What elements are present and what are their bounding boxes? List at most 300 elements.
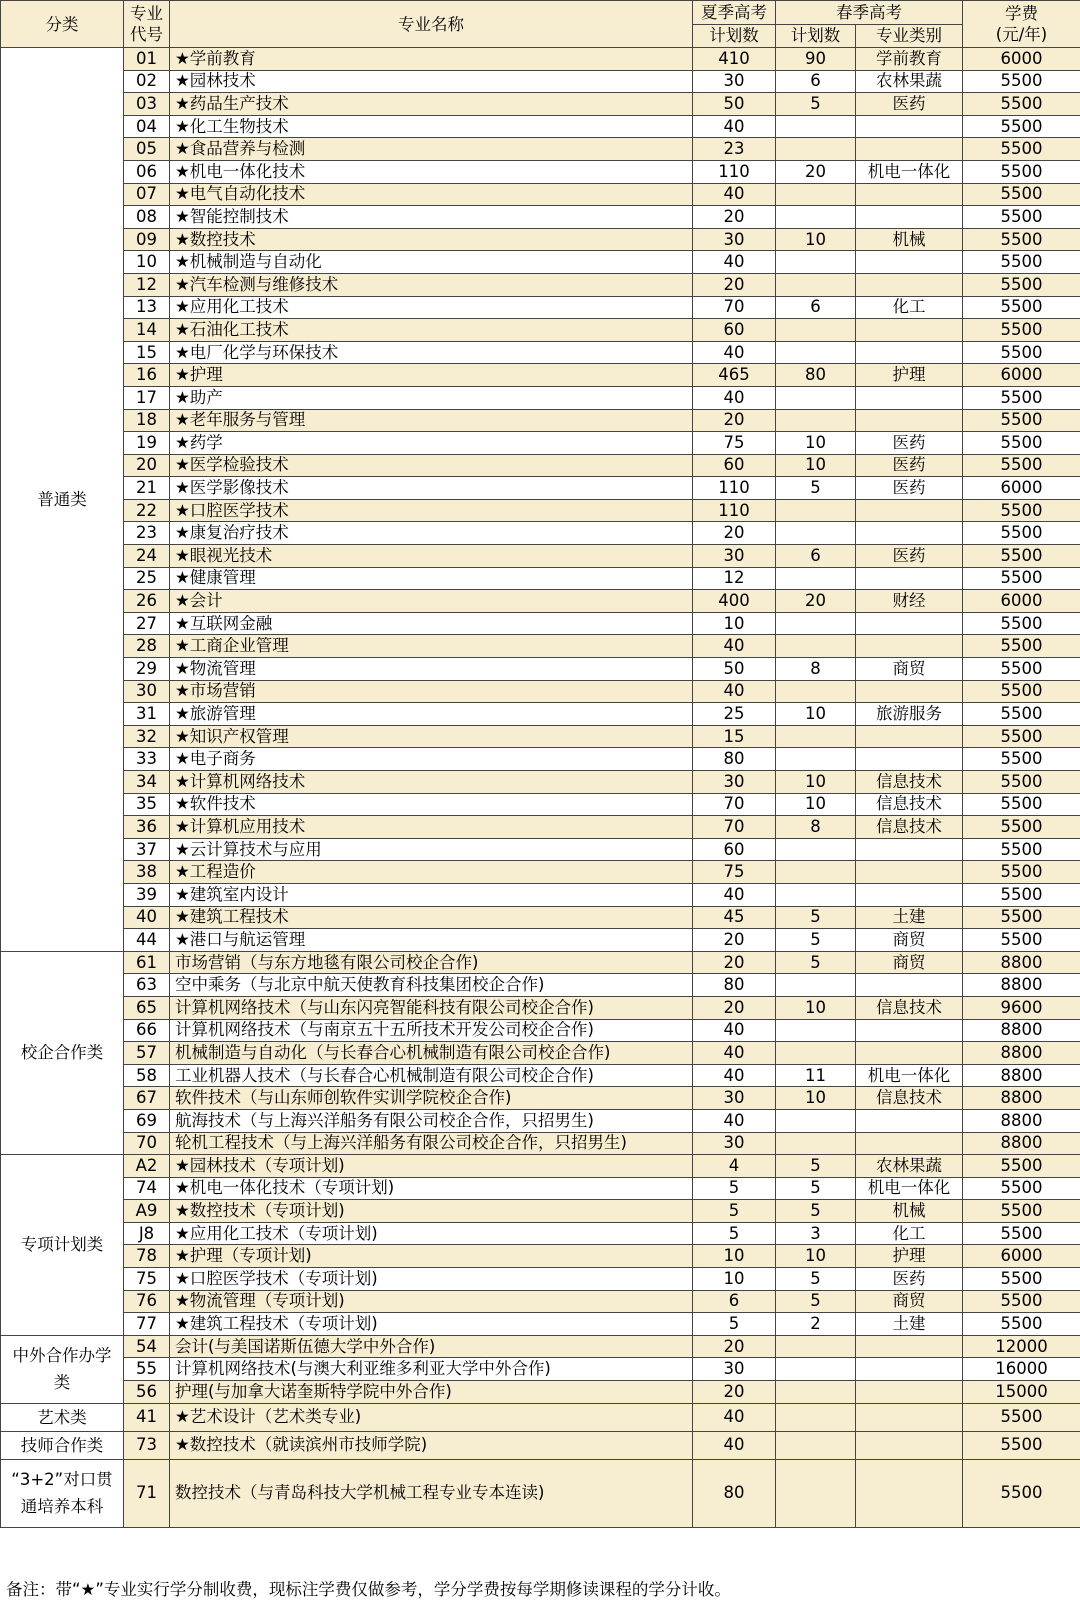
code-cell: 66 xyxy=(124,1019,170,1042)
major-name-cell: ★旅游管理 xyxy=(170,703,693,726)
table-row xyxy=(1,477,1080,500)
code-cell: 09 xyxy=(124,228,170,251)
spring-plan-cell xyxy=(776,748,856,771)
summer-plan-cell: 23 xyxy=(693,138,776,161)
summer-plan-cell: 20 xyxy=(693,1335,776,1358)
table-row xyxy=(1,612,1080,635)
code-cell: 20 xyxy=(124,454,170,477)
spring-type-cell xyxy=(856,838,963,861)
spring-plan-cell: 10 xyxy=(776,1245,856,1268)
table-row xyxy=(1,341,1080,364)
table-row xyxy=(1,228,1080,251)
summer-plan-cell: 40 xyxy=(693,183,776,206)
summer-plan-cell: 6 xyxy=(693,1290,776,1313)
table-row xyxy=(1,1358,1080,1381)
major-name-cell: ★计算机应用技术 xyxy=(170,816,693,839)
spring-type-cell: 商贸 xyxy=(856,929,963,952)
spring-type-cell xyxy=(856,206,963,229)
major-name-cell: ★护理（专项计划) xyxy=(170,1245,693,1268)
spring-plan-cell: 8 xyxy=(776,658,856,681)
code-cell: 08 xyxy=(124,206,170,229)
category-cell: 技师合作类 xyxy=(1,1431,124,1459)
code-cell: 74 xyxy=(124,1177,170,1200)
spring-plan-cell xyxy=(776,974,856,997)
summer-plan-cell: 60 xyxy=(693,838,776,861)
major-name-cell: 机械制造与自动化（与长春合心机械制造有限公司校企合作) xyxy=(170,1042,693,1065)
major-name-cell: 轮机工程技术（与上海兴洋船务有限公司校企合作，只招男生) xyxy=(170,1132,693,1155)
table-row xyxy=(1,703,1080,726)
summer-plan-cell: 80 xyxy=(693,974,776,997)
summer-plan-cell: 40 xyxy=(693,1064,776,1087)
code-cell: 57 xyxy=(124,1042,170,1065)
major-name-cell: ★药品生产技术 xyxy=(170,93,693,116)
fee-cell: 12000 xyxy=(963,1335,1080,1358)
table-row xyxy=(1,296,1080,319)
spring-plan-cell xyxy=(776,206,856,229)
table-row xyxy=(1,567,1080,590)
major-name-cell: ★建筑室内设计 xyxy=(170,883,693,906)
spring-plan-cell xyxy=(776,861,856,884)
spring-type-cell: 商贸 xyxy=(856,951,963,974)
code-cell: 77 xyxy=(124,1313,170,1336)
code-cell: 69 xyxy=(124,1109,170,1132)
table-row xyxy=(1,1335,1080,1358)
spring-plan-cell: 90 xyxy=(776,48,856,71)
fee-cell: 5500 xyxy=(963,206,1080,229)
spring-type-cell xyxy=(856,1431,963,1459)
code-cell: 25 xyxy=(124,567,170,590)
summer-plan-cell: 10 xyxy=(693,1245,776,1268)
code-cell: 18 xyxy=(124,409,170,432)
spring-type-cell xyxy=(856,680,963,703)
spring-type-cell xyxy=(856,499,963,522)
major-name-cell: 航海技术（与上海兴洋船务有限公司校企合作，只招男生) xyxy=(170,1109,693,1132)
summer-plan-cell: 15 xyxy=(693,725,776,748)
fee-cell: 8800 xyxy=(963,1064,1080,1087)
table-row xyxy=(1,883,1080,906)
table-row xyxy=(1,951,1080,974)
spring-type-cell xyxy=(856,883,963,906)
summer-plan-cell: 70 xyxy=(693,296,776,319)
spring-plan-cell: 10 xyxy=(776,454,856,477)
table-row xyxy=(1,1431,1080,1459)
major-name-cell: 数控技术（与青岛科技大学机械工程专业专本连读) xyxy=(170,1459,693,1527)
spring-type-cell xyxy=(856,1403,963,1431)
code-cell: 06 xyxy=(124,160,170,183)
major-name-cell: ★汽车检测与维修技术 xyxy=(170,273,693,296)
table-row xyxy=(1,590,1080,613)
code-cell: 23 xyxy=(124,522,170,545)
spring-type-cell xyxy=(856,386,963,409)
major-name-cell: ★应用化工技术（专项计划) xyxy=(170,1222,693,1245)
spring-type-cell: 信息技术 xyxy=(856,996,963,1019)
summer-plan-cell: 60 xyxy=(693,454,776,477)
spring-type-cell xyxy=(856,635,963,658)
spring-type-cell: 农林果蔬 xyxy=(856,70,963,93)
major-name-cell: ★护理 xyxy=(170,364,693,387)
major-name-cell: ★艺术设计（艺术类专业) xyxy=(170,1403,693,1431)
code-cell: 34 xyxy=(124,771,170,794)
table-row xyxy=(1,386,1080,409)
summer-plan-cell: 40 xyxy=(693,115,776,138)
table-row xyxy=(1,138,1080,161)
major-name-cell: ★会计 xyxy=(170,590,693,613)
major-name-cell: ★口腔医学技术 xyxy=(170,499,693,522)
table-row xyxy=(1,906,1080,929)
major-name-cell: ★建筑工程技术（专项计划) xyxy=(170,1313,693,1336)
table-row xyxy=(1,522,1080,545)
major-name-cell: ★药学 xyxy=(170,432,693,455)
code-cell: 15 xyxy=(124,341,170,364)
major-name-cell: ★健康管理 xyxy=(170,567,693,590)
summer-plan-cell: 40 xyxy=(693,1019,776,1042)
spring-type-cell: 护理 xyxy=(856,364,963,387)
spring-plan-cell xyxy=(776,115,856,138)
major-name-cell: 工业机器人技术（与长春合心机械制造有限公司校企合作) xyxy=(170,1064,693,1087)
spring-plan-cell xyxy=(776,635,856,658)
summer-plan-cell: 20 xyxy=(693,409,776,432)
spring-type-cell xyxy=(856,183,963,206)
spring-type-cell: 化工 xyxy=(856,296,963,319)
summer-plan-cell: 465 xyxy=(693,364,776,387)
code-cell: 73 xyxy=(124,1431,170,1459)
summer-plan-cell: 50 xyxy=(693,658,776,681)
major-name-cell: ★市场营销 xyxy=(170,680,693,703)
fee-cell: 5500 xyxy=(963,1431,1080,1459)
summer-plan-cell: 30 xyxy=(693,1358,776,1381)
category-cell: 校企合作类 xyxy=(1,951,124,1154)
spring-type-cell xyxy=(856,273,963,296)
spring-plan-cell xyxy=(776,1042,856,1065)
summer-plan-cell: 30 xyxy=(693,771,776,794)
summer-plan-cell: 110 xyxy=(693,499,776,522)
code-cell: A2 xyxy=(124,1155,170,1178)
code-cell: 56 xyxy=(124,1381,170,1404)
table-row xyxy=(1,748,1080,771)
major-name-cell: ★知识产权管理 xyxy=(170,725,693,748)
fee-cell: 5500 xyxy=(963,703,1080,726)
spring-plan-cell: 5 xyxy=(776,1155,856,1178)
major-name-cell: 空中乘务（与北京中航天使教育科技集团校企合作) xyxy=(170,974,693,997)
spring-plan-cell: 5 xyxy=(776,951,856,974)
major-name-cell: ★学前教育 xyxy=(170,48,693,71)
fee-cell: 5500 xyxy=(963,296,1080,319)
summer-plan-cell: 20 xyxy=(693,1381,776,1404)
table-row xyxy=(1,48,1080,71)
major-name-cell: 市场营销（与东方地毯有限公司校企合作) xyxy=(170,951,693,974)
fee-cell: 5500 xyxy=(963,341,1080,364)
code-cell: J8 xyxy=(124,1222,170,1245)
code-cell: 36 xyxy=(124,816,170,839)
major-name-cell: ★石油化工技术 xyxy=(170,319,693,342)
spring-type-cell xyxy=(856,1381,963,1404)
table-row xyxy=(1,974,1080,997)
major-name-cell: ★数控技术 xyxy=(170,228,693,251)
spring-type-cell xyxy=(856,1019,963,1042)
code-cell: A9 xyxy=(124,1200,170,1223)
spring-plan-cell xyxy=(776,273,856,296)
code-cell: 01 xyxy=(124,48,170,71)
fee-cell: 6000 xyxy=(963,1245,1080,1268)
fee-cell: 5500 xyxy=(963,251,1080,274)
fee-cell: 8800 xyxy=(963,1019,1080,1042)
summer-plan-cell: 20 xyxy=(693,273,776,296)
footnote: 备注：带“★”专业实行学分制收费，现标注学费仅做参考，学分学费按每学期修读课程的学分计收。 xyxy=(6,1580,731,1599)
spring-plan-cell: 6 xyxy=(776,545,856,568)
fee-cell: 5500 xyxy=(963,1313,1080,1336)
summer-plan-cell: 410 xyxy=(693,48,776,71)
major-name-cell: ★康复治疗技术 xyxy=(170,522,693,545)
summer-plan-cell: 40 xyxy=(693,1431,776,1459)
summer-plan-cell: 50 xyxy=(693,93,776,116)
fee-cell: 6000 xyxy=(963,590,1080,613)
spring-plan-cell: 10 xyxy=(776,996,856,1019)
summer-plan-cell: 20 xyxy=(693,929,776,952)
spring-plan-cell xyxy=(776,680,856,703)
table-row xyxy=(1,251,1080,274)
code-cell: 33 xyxy=(124,748,170,771)
summer-plan-cell: 400 xyxy=(693,590,776,613)
fee-cell: 5500 xyxy=(963,1155,1080,1178)
fee-cell: 5500 xyxy=(963,1268,1080,1291)
spring-plan-cell xyxy=(776,725,856,748)
table-row xyxy=(1,1109,1080,1132)
spring-plan-cell xyxy=(776,183,856,206)
fee-cell: 5500 xyxy=(963,883,1080,906)
spring-type-cell xyxy=(856,1109,963,1132)
fee-cell: 5500 xyxy=(963,454,1080,477)
spring-plan-cell xyxy=(776,319,856,342)
code-cell: 17 xyxy=(124,386,170,409)
spring-plan-cell: 10 xyxy=(776,432,856,455)
code-cell: 27 xyxy=(124,612,170,635)
table-row xyxy=(1,160,1080,183)
code-cell: 29 xyxy=(124,658,170,681)
code-cell: 02 xyxy=(124,70,170,93)
spring-plan-cell xyxy=(776,1403,856,1431)
summer-plan-cell: 40 xyxy=(693,1403,776,1431)
major-name-cell: ★物流管理（专项计划) xyxy=(170,1290,693,1313)
spring-type-cell: 土建 xyxy=(856,906,963,929)
header-code: 专业 代号 xyxy=(124,1,170,48)
code-cell: 19 xyxy=(124,432,170,455)
summer-plan-cell: 30 xyxy=(693,1087,776,1110)
major-name-cell: ★云计算技术与应用 xyxy=(170,838,693,861)
spring-plan-cell xyxy=(776,1335,856,1358)
major-name-cell: ★数控技术（就读滨州市技师学院) xyxy=(170,1431,693,1459)
fee-cell: 5500 xyxy=(963,861,1080,884)
fee-cell: 9600 xyxy=(963,996,1080,1019)
table-row xyxy=(1,1381,1080,1404)
spring-type-cell xyxy=(856,612,963,635)
fee-cell: 5500 xyxy=(963,929,1080,952)
summer-plan-cell: 40 xyxy=(693,680,776,703)
spring-plan-cell: 5 xyxy=(776,1200,856,1223)
code-cell: 22 xyxy=(124,499,170,522)
table-row xyxy=(1,1222,1080,1245)
table-row xyxy=(1,793,1080,816)
fee-cell: 16000 xyxy=(963,1358,1080,1381)
spring-plan-cell xyxy=(776,1019,856,1042)
fee-cell: 5500 xyxy=(963,771,1080,794)
summer-plan-cell: 70 xyxy=(693,816,776,839)
table-row xyxy=(1,93,1080,116)
spring-plan-cell xyxy=(776,522,856,545)
table-row xyxy=(1,1019,1080,1042)
spring-type-cell xyxy=(856,1358,963,1381)
fee-cell: 8800 xyxy=(963,1087,1080,1110)
table-row xyxy=(1,771,1080,794)
summer-plan-cell: 10 xyxy=(693,1268,776,1291)
spring-plan-cell xyxy=(776,1358,856,1381)
summer-plan-cell: 80 xyxy=(693,1459,776,1527)
summer-plan-cell: 75 xyxy=(693,432,776,455)
spring-type-cell xyxy=(856,1132,963,1155)
spring-type-cell: 机电一体化 xyxy=(856,1177,963,1200)
spring-type-cell: 学前教育 xyxy=(856,48,963,71)
fee-cell: 6000 xyxy=(963,364,1080,387)
summer-plan-cell: 45 xyxy=(693,906,776,929)
fee-cell: 5500 xyxy=(963,838,1080,861)
fee-cell: 5500 xyxy=(963,432,1080,455)
spring-type-cell: 医药 xyxy=(856,477,963,500)
fee-cell: 5500 xyxy=(963,93,1080,116)
spring-type-cell xyxy=(856,725,963,748)
fee-cell: 5500 xyxy=(963,1290,1080,1313)
spring-plan-cell: 3 xyxy=(776,1222,856,1245)
major-name-cell: 计算机网络技术(与澳大利亚维多利亚大学中外合作) xyxy=(170,1358,693,1381)
summer-plan-cell: 70 xyxy=(693,793,776,816)
spring-type-cell: 化工 xyxy=(856,1222,963,1245)
code-cell: 14 xyxy=(124,319,170,342)
major-name-cell: ★口腔医学技术（专项计划) xyxy=(170,1268,693,1291)
spring-plan-cell: 6 xyxy=(776,296,856,319)
code-cell: 35 xyxy=(124,793,170,816)
code-cell: 76 xyxy=(124,1290,170,1313)
table-row xyxy=(1,409,1080,432)
spring-plan-cell xyxy=(776,251,856,274)
summer-plan-cell: 80 xyxy=(693,748,776,771)
code-cell: 26 xyxy=(124,590,170,613)
summer-plan-cell: 5 xyxy=(693,1222,776,1245)
major-name-cell: ★软件技术 xyxy=(170,793,693,816)
spring-plan-cell xyxy=(776,612,856,635)
spring-plan-cell: 5 xyxy=(776,1290,856,1313)
spring-plan-cell xyxy=(776,138,856,161)
table-row xyxy=(1,725,1080,748)
category-cell: 专项计划类 xyxy=(1,1155,124,1336)
fee-cell: 5500 xyxy=(963,1403,1080,1431)
fee-cell: 5500 xyxy=(963,816,1080,839)
header-spring: 春季高考 xyxy=(776,1,963,25)
spring-type-cell xyxy=(856,115,963,138)
fee-cell: 5500 xyxy=(963,658,1080,681)
spring-plan-cell: 5 xyxy=(776,477,856,500)
code-cell: 54 xyxy=(124,1335,170,1358)
code-cell: 40 xyxy=(124,906,170,929)
spring-type-cell: 土建 xyxy=(856,1313,963,1336)
summer-plan-cell: 110 xyxy=(693,477,776,500)
fee-cell: 5500 xyxy=(963,567,1080,590)
fee-cell: 8800 xyxy=(963,1132,1080,1155)
table-row xyxy=(1,1459,1080,1527)
category-cell: “3+2”对口贯通培养本科 xyxy=(1,1459,124,1527)
spring-type-cell xyxy=(856,1042,963,1065)
fee-cell: 5500 xyxy=(963,138,1080,161)
spring-plan-cell: 10 xyxy=(776,1087,856,1110)
code-cell: 71 xyxy=(124,1459,170,1527)
major-name-cell: 软件技术（与山东师创软件实训学院校企合作) xyxy=(170,1087,693,1110)
summer-plan-cell: 30 xyxy=(693,228,776,251)
fee-cell: 5500 xyxy=(963,409,1080,432)
fee-cell: 5500 xyxy=(963,612,1080,635)
table-row xyxy=(1,1155,1080,1178)
spring-plan-cell xyxy=(776,883,856,906)
spring-type-cell xyxy=(856,1459,963,1527)
spring-plan-cell xyxy=(776,499,856,522)
spring-plan-cell: 10 xyxy=(776,793,856,816)
summer-plan-cell: 20 xyxy=(693,522,776,545)
code-cell: 39 xyxy=(124,883,170,906)
table-row xyxy=(1,545,1080,568)
table-row xyxy=(1,1403,1080,1431)
category-cell: 普通类 xyxy=(1,48,124,952)
spring-type-cell xyxy=(856,319,963,342)
spring-type-cell: 医药 xyxy=(856,454,963,477)
major-name-cell: ★园林技术（专项计划) xyxy=(170,1155,693,1178)
spring-plan-cell: 5 xyxy=(776,906,856,929)
code-cell: 03 xyxy=(124,93,170,116)
code-cell: 67 xyxy=(124,1087,170,1110)
spring-type-cell xyxy=(856,748,963,771)
fee-cell: 5500 xyxy=(963,160,1080,183)
spring-plan-cell xyxy=(776,1132,856,1155)
table-row xyxy=(1,1245,1080,1268)
table-row xyxy=(1,364,1080,387)
code-cell: 07 xyxy=(124,183,170,206)
spring-type-cell: 机电一体化 xyxy=(856,160,963,183)
table-row xyxy=(1,816,1080,839)
major-name-cell: ★物流管理 xyxy=(170,658,693,681)
fee-cell: 5500 xyxy=(963,183,1080,206)
major-name-cell: ★电厂化学与环保技术 xyxy=(170,341,693,364)
major-name-cell: 会计(与美国诺斯伍德大学中外合作) xyxy=(170,1335,693,1358)
fee-cell: 5500 xyxy=(963,228,1080,251)
category-cell: 艺术类 xyxy=(1,1403,124,1431)
table-row xyxy=(1,70,1080,93)
fee-cell: 5500 xyxy=(963,1222,1080,1245)
summer-plan-cell: 110 xyxy=(693,160,776,183)
spring-type-cell xyxy=(856,567,963,590)
code-cell: 05 xyxy=(124,138,170,161)
table-body xyxy=(1,48,1080,1528)
code-cell: 37 xyxy=(124,838,170,861)
spring-type-cell: 财经 xyxy=(856,590,963,613)
header-summer-plan: 计划数 xyxy=(693,24,776,48)
major-name-cell: ★老年服务与管理 xyxy=(170,409,693,432)
summer-plan-cell: 30 xyxy=(693,70,776,93)
summer-plan-cell: 40 xyxy=(693,341,776,364)
spring-type-cell: 商贸 xyxy=(856,1290,963,1313)
table-row xyxy=(1,1087,1080,1110)
code-cell: 58 xyxy=(124,1064,170,1087)
summer-plan-cell: 20 xyxy=(693,996,776,1019)
table-row xyxy=(1,929,1080,952)
major-name-cell: ★机械制造与自动化 xyxy=(170,251,693,274)
code-cell: 70 xyxy=(124,1132,170,1155)
spring-plan-cell xyxy=(776,341,856,364)
code-cell: 41 xyxy=(124,1403,170,1431)
